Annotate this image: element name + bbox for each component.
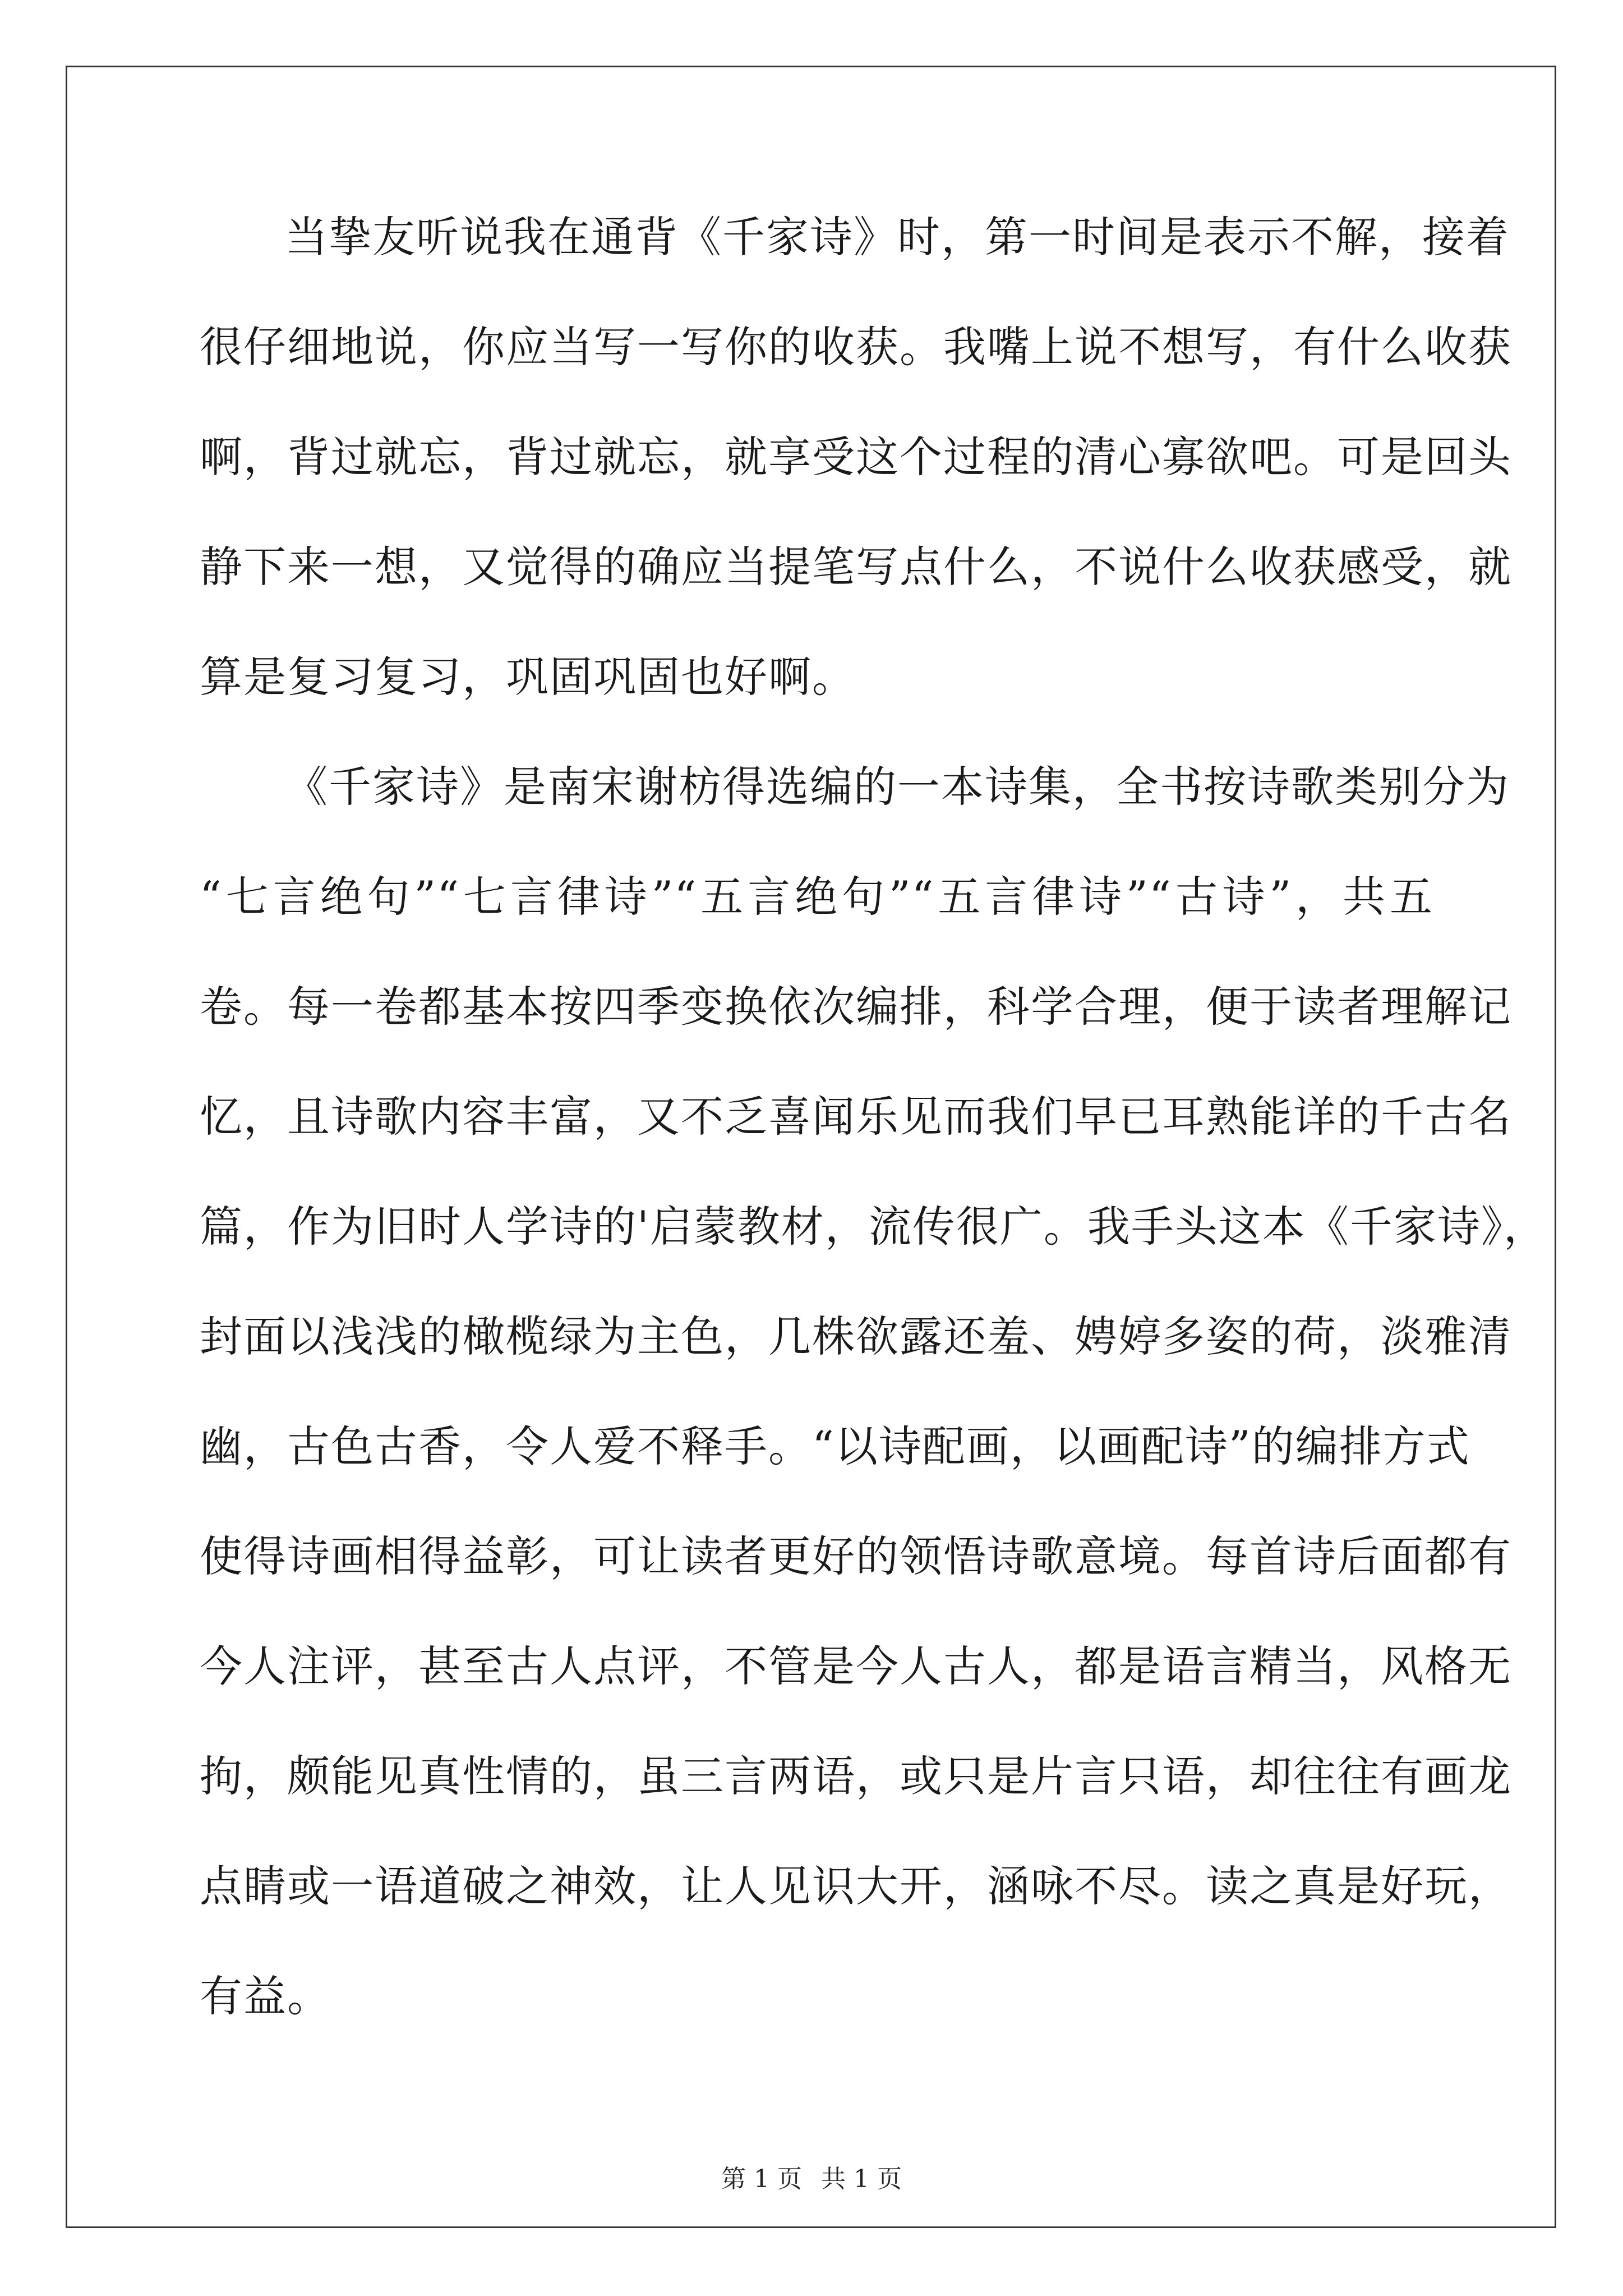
text-line: “七言绝句”“七言律诗”“五言绝句”“五言律诗”“古诗”，共五	[200, 872, 1433, 922]
text-line: 当挚友听说我在通背《千家诗》时，第一时间是表示不解，接着	[285, 212, 1510, 262]
text-line: 拘，颇能见真性情的，虽三言两语，或只是片言只语，却往往有画龙	[200, 1751, 1512, 1801]
text-line: 封面以浅浅的橄榄绿为主色，几株欲露还羞、娉婷多姿的荷，淡雅清	[200, 1312, 1512, 1361]
text-line: 篇，作为旧时人学诗的'启蒙教材，流传很广。我手头这本《千家诗》，	[200, 1202, 1547, 1251]
paragraph-2	[200, 762, 1547, 2085]
text-line: 有益。	[200, 1971, 331, 2021]
text-line: 算是复习复习，巩固巩固也好啊。	[200, 652, 856, 702]
text-line: 忆，且诗歌内容丰富，又不乏喜闻乐见而我们早已耳熟能详的千古名	[200, 1092, 1512, 1142]
page-total: 共 1 页	[821, 2165, 902, 2193]
page-number: 第 1 页	[721, 2165, 802, 2193]
text-line: 使得诗画相得益彰，可让读者更好的领悟诗歌意境。每首诗后面都有	[200, 1531, 1512, 1581]
text-line: 幽，古色古香，令人爱不释手。“以诗配画，以画配诗”的编排方式	[200, 1421, 1470, 1471]
text-line: 静下来一想，又觉得的确应当提笔写点什么，不说什么收获感受，就	[200, 542, 1512, 592]
text-line: 今人注评，甚至古人点评，不管是今人古人，都是语言精当，风格无	[200, 1641, 1512, 1691]
text-line: 啊，背过就忘，背过就忘，就享受这个过程的清心寡欲吧。可是回头	[200, 432, 1512, 482]
text-line: 卷。每一卷都基本按四季变换依次编排，科学合理，便于读者理解记	[200, 982, 1512, 1032]
paragraph-1	[200, 212, 1512, 766]
text-line: 很仔细地说，你应当写一写你的收获。我嘴上说不想写，有什么收获	[200, 322, 1512, 372]
page-footer	[0, 2159, 1623, 2194]
text-line: 点睛或一语道破之神效，让人见识大开，涵咏不尽。读之真是好玩，	[200, 1861, 1512, 1911]
document-body	[200, 212, 1547, 2085]
text-line: 《千家诗》是南宋谢枋得选编的一本诗集，全书按诗歌类别分为	[285, 762, 1510, 812]
